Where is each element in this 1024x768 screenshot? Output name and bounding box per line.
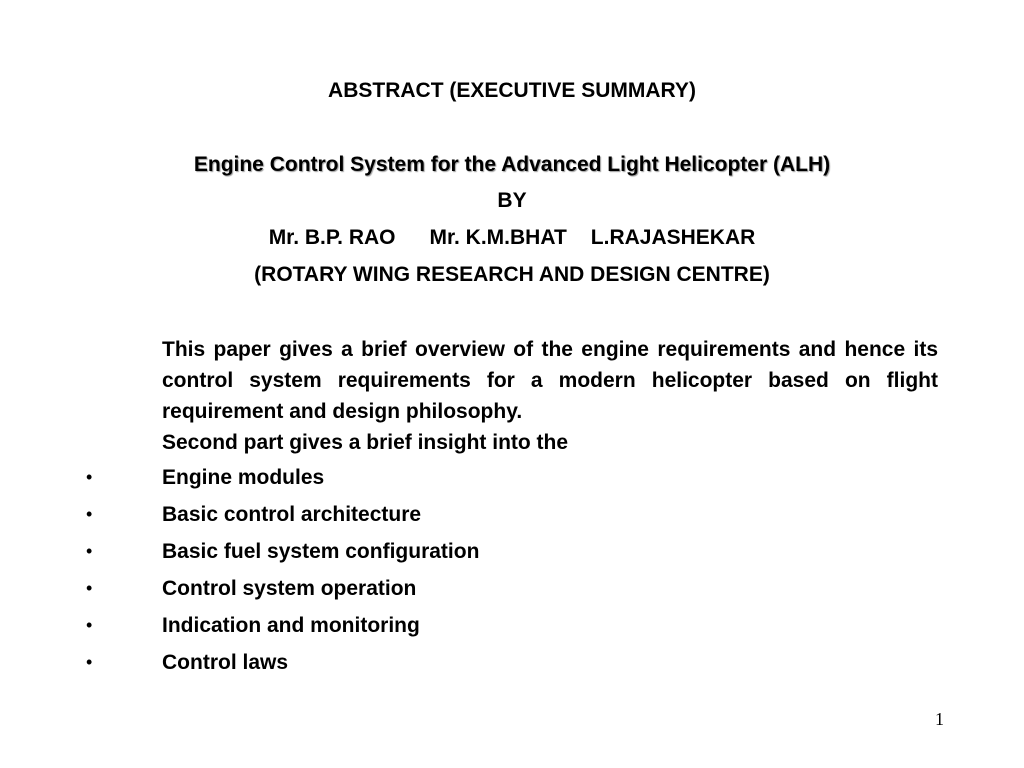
topic-label: Basic fuel system configuration [162,540,480,563]
page-number: 1 [935,709,944,729]
abstract-paragraph-last-line: Second part gives a brief insight into the [162,431,569,454]
bullet-icon: • [86,578,93,598]
list-item [0,499,1024,536]
bullet-icon: • [86,615,93,635]
list-item [0,462,1024,499]
abstract-heading: ABSTRACT (EXECUTIVE SUMMARY) [328,79,696,102]
topic-label: Control system operation [162,577,417,600]
topic-label: Engine modules [162,466,325,489]
list-item [0,573,1024,610]
author-name: Mr. K.M.BHAT [429,226,567,249]
topic-label: Control laws [162,651,289,674]
topic-list [0,462,1024,684]
list-item [0,647,1024,684]
author-name: L.RAJASHEKAR [590,226,756,249]
paper-title: Engine Control System for the Advanced Light Helicopter (ALH) [193,153,831,176]
topic-label: Indication and monitoring [162,614,420,637]
list-item [0,610,1024,647]
by-label: BY [497,189,527,212]
bullet-icon: • [86,504,93,524]
author-name: Mr. B.P. RAO [268,226,396,249]
bullet-icon: • [86,467,93,487]
abstract-paragraph: This paper gives a brief overview of the engine requirements and hence its control system requirements for a modern helicopter based on flight requirement and design philosophy. [162,338,938,423]
list-item [0,536,1024,573]
bullet-icon: • [86,541,93,561]
topic-label: Basic control architecture [162,503,422,526]
bullet-icon: • [86,652,93,672]
organization: (ROTARY WING RESEARCH AND DESIGN CENTRE) [254,263,770,286]
authors [0,225,1024,251]
